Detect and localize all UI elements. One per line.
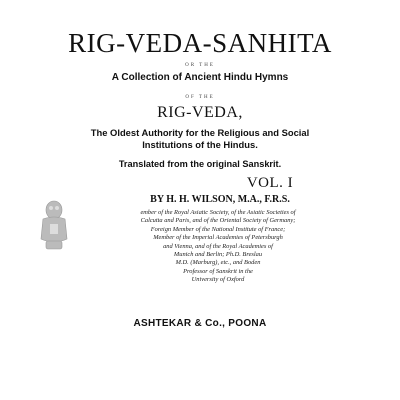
- publisher-line: ASHTEKAR & Co., POONA: [133, 318, 267, 329]
- rig-veda-heading: RIG-VEDA,: [157, 104, 243, 121]
- credit-line: M.D. (Marburg), etc., and Boden: [175, 259, 261, 267]
- subtitle: A Collection of Ancient Hindu Hymns: [111, 72, 289, 83]
- book-title: RIG-VEDA-SANHITA: [68, 28, 332, 58]
- credit-line: ember of the Royal Asiatic Society, of the Asiatic Societies of: [140, 209, 296, 216]
- credit-line: Professor of Sanskrit in the: [183, 267, 253, 275]
- credit-line: and Vienna, and of the Royal Academies of: [163, 242, 273, 250]
- translation-note: Translated from the original Sanskrit.: [118, 159, 282, 169]
- description-line-2: Institutions of the Hindus.: [142, 139, 258, 150]
- author-credits: [88, 209, 348, 285]
- of-the-line: OF THE: [185, 95, 215, 100]
- author-line: BY H. H. WILSON, M.A., F.R.S.: [150, 194, 290, 205]
- credit-line: Foreign Member of the National Institute of France;: [150, 225, 286, 233]
- royal-seal-icon: [36, 197, 72, 253]
- volume-number: VOL. I: [246, 175, 294, 191]
- credit-line: University of Oxford: [191, 276, 245, 284]
- credit-line: Member of the Imperial Academies of Petersburgh: [153, 234, 283, 242]
- description-line-1: The Oldest Authority for the Religious and Social: [90, 127, 310, 138]
- credit-line: Munich and Berlin; Ph.D. Breslau: [173, 251, 263, 259]
- or-being-line: OR THE: [185, 63, 215, 68]
- credit-line: Calcutta and Paris, and of the Oriental Society of Germany;: [140, 217, 296, 225]
